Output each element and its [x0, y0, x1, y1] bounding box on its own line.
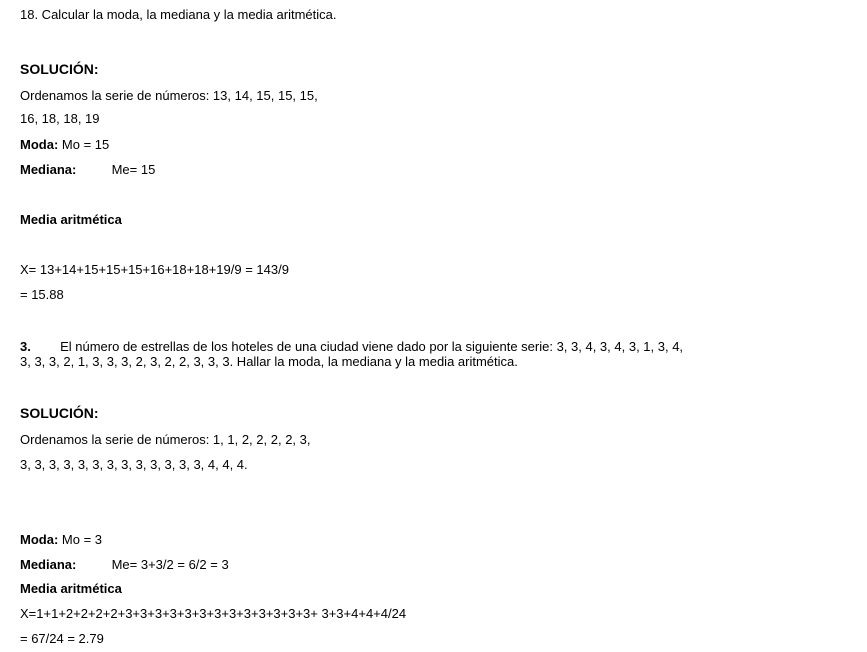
moda-value: Mo = 15 [61, 137, 110, 152]
problem-3-moda [20, 532, 102, 547]
problem-18-solution-heading: SOLUCIÓN: [20, 61, 99, 77]
problem-18-moda [20, 137, 109, 152]
mediana-label: Mediana: [20, 162, 77, 177]
problem-18-order-line-1: Ordenamos la serie de números: 13, 14, 15, 15, 15, [20, 88, 318, 103]
mediana-value: Me= 3+3/2 = 6/2 = 3 [111, 557, 229, 572]
problem-3-mediana [20, 557, 229, 572]
problem-3-order-line-1: Ordenamos la serie de números: 1, 1, 2, 2, 2, 2, 3, [20, 432, 311, 447]
problem-18-title: 18. Calcular la moda, la mediana y la media aritmética. [20, 7, 337, 22]
moda-label: Moda: [20, 532, 59, 547]
problem-3-statement-text: El número de estrellas de los hoteles de una ciudad viene dado por la siguiente serie: 3, 3, 4, 3, 4, 3, 1, 3, 4, [60, 339, 684, 354]
mediana-value: Me= 15 [111, 162, 156, 177]
moda-value: Mo = 3 [61, 532, 103, 547]
problem-3-statement-line-2: 3, 3, 3, 2, 1, 3, 3, 3, 2, 3, 2, 2, 3, 3, 3. Hallar la moda, la mediana y la media aritmética. [20, 354, 518, 369]
moda-label: Moda: [20, 137, 59, 152]
problem-18-media-line-2: = 15.88 [20, 287, 64, 302]
problem-18-order-line-2: 16, 18, 18, 19 [20, 111, 100, 126]
problem-3-number: 3. [20, 339, 31, 354]
problem-3-media-line-2: = 67/24 = 2.79 [20, 631, 104, 646]
problem-18-mediana [20, 162, 155, 177]
problem-18-media-line-1: X= 13+14+15+15+15+16+18+18+19/9 = 143/9 [20, 262, 289, 277]
problem-18-media-heading: Media aritmética [20, 212, 122, 227]
problem-3-solution-heading: SOLUCIÓN: [20, 405, 99, 421]
problem-3-order-line-2: 3, 3, 3, 3, 3, 3, 3, 3, 3, 3, 3, 3, 3, 4, 4, 4. [20, 457, 248, 472]
mediana-label: Mediana: [20, 557, 77, 572]
problem-3-media-line-1: X=1+1+2+2+2+2+3+3+3+3+3+3+3+3+3+3+3+3+3+ 3+3+4+4+4/24 [20, 606, 407, 621]
problem-3-media-heading: Media aritmética [20, 581, 122, 596]
problem-3-statement-line-1 [20, 339, 683, 354]
